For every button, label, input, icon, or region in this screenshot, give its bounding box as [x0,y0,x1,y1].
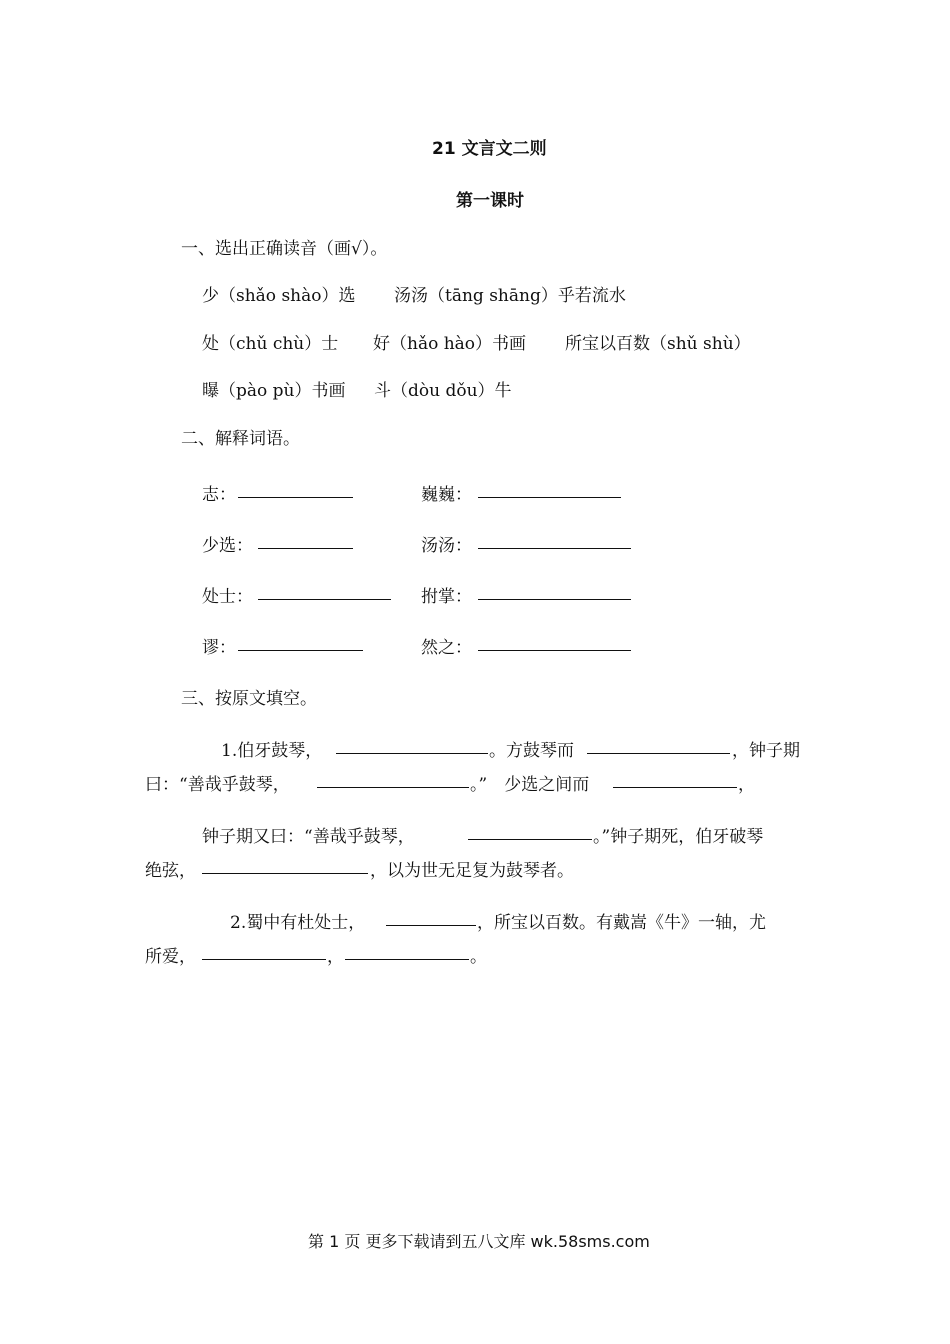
section-1-heading: 一、选出正确读音（画√）。 [181,239,388,259]
fill-text: 1.伯牙鼓琴， [221,741,323,761]
term-label: 巍巍： [421,485,472,505]
fill-text: 所爱， [145,947,196,967]
pinyin-item: 斗（dòu dǒu）牛 [374,381,512,401]
term-label: 处士： [202,587,253,607]
fill-text: 钟子期又曰：“善哉乎鼓琴， [202,827,415,847]
term-label: 谬： [202,638,236,658]
answer-line[interactable] [478,497,621,498]
fill-blank[interactable] [613,787,737,788]
answer-line[interactable] [478,650,631,651]
fill-blank[interactable] [587,753,730,754]
pinyin-item: 汤汤（tāng shāng）乎若流水 [394,286,626,306]
term-label: 汤汤： [421,536,472,556]
term-label: 少选： [202,536,253,556]
pinyin-item: 少（shǎo shào）选 [202,286,356,306]
fill-blank[interactable] [202,873,368,874]
answer-line[interactable] [478,548,631,549]
fill-blank[interactable] [345,959,469,960]
answer-line[interactable] [258,599,391,600]
fill-blank[interactable] [386,925,476,926]
pinyin-item: 好（hǎo hào）书画 [373,334,527,354]
fill-blank[interactable] [202,959,326,960]
fill-text: ，所宝以百数。有戴嵩《牛》一轴，尤 [477,913,766,933]
term-label: 志： [202,485,236,505]
term-label: 然之： [421,638,472,658]
lesson-subtitle: 第一课时 [456,191,524,211]
answer-line[interactable] [478,599,631,600]
section-3-heading: 三、按原文填空。 [181,689,317,709]
page-footer: 第 1 页 更多下载请到五八文库 wk.58sms.com [308,1232,650,1251]
pinyin-item: 所宝以百数（shǔ shù） [565,334,751,354]
fill-text: 。方鼓琴而 [489,741,574,761]
page-title: 21 文言文二则 [432,139,547,159]
term-label: 拊掌： [421,587,472,607]
fill-text: 。 [470,947,487,967]
fill-text: ，钟子期 [732,741,800,761]
pinyin-item: 处（chǔ chù）士 [202,334,339,354]
fill-text: 曰：“善哉乎鼓琴， [145,775,290,795]
fill-blank[interactable] [468,839,592,840]
fill-blank[interactable] [317,787,469,788]
fill-text: 。” 少选之间而 [470,775,590,795]
fill-text: 2.蜀中有杜处士， [230,913,366,933]
answer-line[interactable] [258,548,353,549]
fill-text: ， [738,775,755,795]
fill-text: ， [327,947,344,967]
section-2-heading: 二、解释词语。 [181,429,300,449]
fill-text: ，以为世无足复为鼓琴者。 [370,861,574,881]
pinyin-item: 曝（pào pù）书画 [202,381,346,401]
fill-text: 。”钟子期死，伯牙破琴 [593,827,764,847]
answer-line[interactable] [238,650,363,651]
fill-text: 绝弦， [145,861,196,881]
fill-blank[interactable] [336,753,488,754]
answer-line[interactable] [238,497,353,498]
